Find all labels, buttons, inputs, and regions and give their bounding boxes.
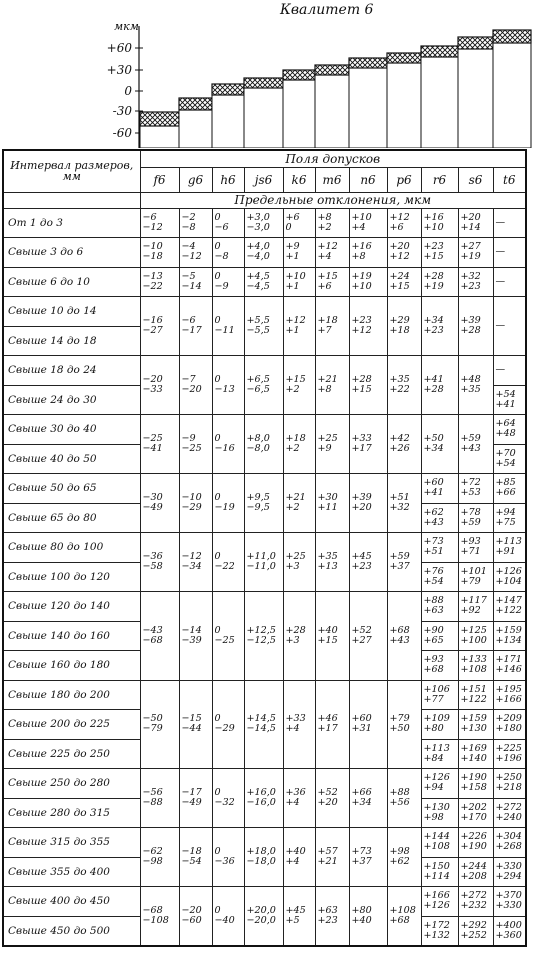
deviation-cell: −2 −8 (179, 208, 212, 238)
deviation-cell: +35 +22 (387, 356, 421, 415)
deviation-cell: +28 +15 (349, 356, 387, 415)
deviations-table (2, 149, 527, 947)
deviation-cell: +20,0 −20,0 (244, 887, 283, 946)
deviation-cell: +20 +14 (458, 208, 493, 238)
interval-cell: Свыше 80 до 100 (3, 533, 140, 563)
deviation-cell: +45 +23 (349, 533, 387, 592)
deviation-cell: +25 +3 (283, 533, 315, 592)
deviation-cell: +23 +12 (349, 297, 387, 356)
deviation-cell: −5 −14 (179, 267, 212, 297)
deviation-cell: +101 +79 (458, 562, 493, 592)
deviation-cell: −17 −49 (179, 769, 212, 828)
table-row (3, 208, 526, 238)
deviation-cell: +78 +59 (458, 503, 493, 533)
deviation-cell: −13 −22 (140, 267, 179, 297)
tolerance-zone-r6 (421, 46, 458, 57)
deviations-header: Предельные отклонения, мкм (140, 192, 526, 208)
deviation-cell: +80 +40 (349, 887, 387, 946)
field-header-js6: js6 (244, 167, 283, 192)
interval-cell: Свыше 280 до 315 (3, 798, 140, 828)
deviation-cell: +52 +27 (349, 592, 387, 681)
deviation-cell: +4,0 −4,0 (244, 238, 283, 268)
deviation-cell: +25 +9 (315, 415, 349, 474)
deviation-cell: +59 +37 (387, 533, 421, 592)
tolerance-zone-p6 (387, 53, 421, 63)
tolerance-zone-m6 (315, 65, 349, 75)
deviation-cell: 0 −11 (212, 297, 244, 356)
deviation-cell: +226 +190 (458, 828, 493, 858)
deviation-cell: +202 +170 (458, 798, 493, 828)
deviation-cell: — (493, 267, 526, 297)
deviation-cell: +36 +4 (283, 769, 315, 828)
deviation-cell: +85 +66 (493, 474, 526, 504)
interval-cell: Свыше 315 до 355 (3, 828, 140, 858)
deviation-cell: +159 +134 (493, 621, 526, 651)
tick-label: +30 (106, 63, 132, 77)
deviation-cell: +250 +218 (493, 769, 526, 799)
tolerance-zone-f6 (140, 112, 179, 126)
axis-ticks (107, 41, 143, 140)
interval-cell: Свыше 24 до 30 (3, 385, 140, 415)
deviation-cell: +27 +19 (458, 238, 493, 268)
deviation-cell: +94 +75 (493, 503, 526, 533)
deviation-cell: −30 −49 (140, 474, 179, 533)
deviation-cell: +34 +23 (421, 297, 458, 356)
interval-cell: Свыше 225 до 250 (3, 739, 140, 769)
field-header-p6: p6 (387, 167, 421, 192)
deviation-cell: +68 +43 (387, 592, 421, 681)
table-row (3, 474, 526, 504)
field-header-n6: n6 (349, 167, 387, 192)
deviation-cell: +330 +294 (493, 857, 526, 887)
deviation-cell: +42 +26 (387, 415, 421, 474)
deviation-cell: 0 −40 (212, 887, 244, 946)
deviation-cell: 0 −13 (212, 356, 244, 415)
deviation-cell: +5,5 −5,5 (244, 297, 283, 356)
deviation-cell: +73 +37 (349, 828, 387, 887)
field-bar-m6 (315, 65, 349, 148)
interval-cell: Свыше 6 до 10 (3, 267, 140, 297)
deviation-cell: 0 −29 (212, 680, 244, 769)
deviation-cell: +151 +122 (458, 680, 493, 710)
deviation-cell: +16,0 −16,0 (244, 769, 283, 828)
interval-cell: Свыше 120 до 140 (3, 592, 140, 622)
tolerance-zone-n6 (349, 58, 387, 68)
deviation-cell: +133 +108 (458, 651, 493, 681)
deviation-cell: +62 +43 (421, 503, 458, 533)
deviation-cell: +130 +98 (421, 798, 458, 828)
deviation-cell: +171 +146 (493, 651, 526, 681)
deviation-cell: +126 +104 (493, 562, 526, 592)
deviation-cell: +73 +51 (421, 533, 458, 563)
deviation-cell: +18 +7 (315, 297, 349, 356)
deviation-cell: +18,0 −18,0 (244, 828, 283, 887)
deviation-cell: +21 +2 (283, 474, 315, 533)
deviation-cell: +54 +41 (493, 385, 526, 415)
deviation-cell: +144 +108 (421, 828, 458, 858)
interval-cell: Свыше 10 до 14 (3, 297, 140, 327)
deviation-cell: +109 +80 (421, 710, 458, 740)
axis-unit: мкм (114, 20, 139, 33)
deviation-cell: −36 −58 (140, 533, 179, 592)
deviation-cell: +190 +158 (458, 769, 493, 799)
tick-label: +60 (106, 41, 132, 55)
page-title: Квалитет 6 (280, 2, 374, 18)
deviation-cell: 0 −9 (212, 267, 244, 297)
deviation-cell: +370 +330 (493, 887, 526, 917)
tolerance-field-diagram (0, 20, 541, 148)
interval-cell: Свыше 355 до 400 (3, 857, 140, 887)
interval-header: Интервал размеров, мм (3, 150, 140, 192)
table-row (3, 533, 526, 563)
deviation-cell: +272 +240 (493, 798, 526, 828)
deviation-cell: −6 −17 (179, 297, 212, 356)
deviation-cell: +40 +4 (283, 828, 315, 887)
deviation-cell: +272 +232 (458, 887, 493, 917)
deviation-cell: +72 +53 (458, 474, 493, 504)
deviation-cell: +14,5 −14,5 (244, 680, 283, 769)
deviation-cell: 0 −36 (212, 828, 244, 887)
deviation-cell: — (493, 297, 526, 356)
deviation-cell: +195 +166 (493, 680, 526, 710)
deviation-cell: — (493, 238, 526, 268)
table-row (3, 238, 526, 268)
deviation-cell: +46 +17 (315, 680, 349, 769)
deviation-cell: +88 +56 (387, 769, 421, 828)
interval-cell: Свыше 3 до 6 (3, 238, 140, 268)
fields-header: Поля допусков (140, 150, 526, 167)
deviation-cell: +113 +84 (421, 739, 458, 769)
deviation-cell: 0 −19 (212, 474, 244, 533)
deviation-cell: +108 +68 (387, 887, 421, 946)
interval-cell: Свыше 450 до 500 (3, 916, 140, 946)
table-row (3, 297, 526, 327)
deviation-cell: +172 +132 (421, 916, 458, 946)
deviation-cell: +225 +196 (493, 739, 526, 769)
deviation-cell: +6,5 −6,5 (244, 356, 283, 415)
deviation-cell: −10 −18 (140, 238, 179, 268)
deviation-cell: +57 +21 (315, 828, 349, 887)
field-header-g6: g6 (179, 167, 212, 192)
deviation-cell: +9 +1 (283, 238, 315, 268)
deviation-cell: +117 +92 (458, 592, 493, 622)
deviation-cell: −50 −79 (140, 680, 179, 769)
field-bar-s6 (458, 37, 493, 148)
deviation-cell: +15 +6 (315, 267, 349, 297)
table-row (3, 887, 526, 917)
deviation-cell: +63 +23 (315, 887, 349, 946)
deviation-cell: −10 −29 (179, 474, 212, 533)
deviation-cell: +209 +180 (493, 710, 526, 740)
interval-cell: Свыше 40 до 50 (3, 444, 140, 474)
deviation-cell: +76 +54 (421, 562, 458, 592)
deviation-cell: 0 −16 (212, 415, 244, 474)
deviation-cell: −20 −33 (140, 356, 179, 415)
deviation-cell: +4,5 −4,5 (244, 267, 283, 297)
field-header-t6: t6 (493, 167, 526, 192)
deviation-cell: −15 −44 (179, 680, 212, 769)
deviation-cell: +33 +4 (283, 680, 315, 769)
deviation-cell: +8 +2 (315, 208, 349, 238)
deviation-cell: +51 +32 (387, 474, 421, 533)
deviation-cell: 0 −32 (212, 769, 244, 828)
deviation-cell: −56 −88 (140, 769, 179, 828)
deviation-cell: −6 −12 (140, 208, 179, 238)
table-row (3, 592, 526, 622)
deviation-cell: −9 −25 (179, 415, 212, 474)
deviation-cell: +39 +28 (458, 297, 493, 356)
deviation-cell: +400 +360 (493, 916, 526, 946)
deviation-cell: +59 +43 (458, 415, 493, 474)
deviation-cell: 0 −8 (212, 238, 244, 268)
deviation-cell: +113 +91 (493, 533, 526, 563)
deviation-cell: +28 +3 (283, 592, 315, 681)
tolerance-zone-js6 (244, 78, 283, 88)
deviation-cell: +12 +1 (283, 297, 315, 356)
deviation-cell: +9,5 −9,5 (244, 474, 283, 533)
deviation-cell: +93 +68 (421, 651, 458, 681)
deviation-cell: −7 −20 (179, 356, 212, 415)
deviation-cell: +24 +15 (387, 267, 421, 297)
deviation-cell: −4 −12 (179, 238, 212, 268)
deviation-cell: +60 +31 (349, 680, 387, 769)
field-header-k6: k6 (283, 167, 315, 192)
tolerance-zone-k6 (283, 70, 315, 80)
deviation-cell: +29 +18 (387, 297, 421, 356)
deviation-cell: +48 +35 (458, 356, 493, 415)
table-row (3, 267, 526, 297)
deviation-cell: +21 +8 (315, 356, 349, 415)
deviation-cell: +6 0 (283, 208, 315, 238)
deviation-cell: +106 +77 (421, 680, 458, 710)
deviation-cell: −14 −39 (179, 592, 212, 681)
deviation-cell: +39 +20 (349, 474, 387, 533)
deviation-cell: +23 +15 (421, 238, 458, 268)
deviation-cell: +150 +114 (421, 857, 458, 887)
deviation-cell: −16 −27 (140, 297, 179, 356)
deviation-cell: +35 +13 (315, 533, 349, 592)
deviation-cell: +79 +50 (387, 680, 421, 769)
deviation-cell: +33 +17 (349, 415, 387, 474)
field-bar-t6 (493, 30, 531, 148)
tick-label: -60 (112, 126, 132, 140)
deviation-cell: +98 +62 (387, 828, 421, 887)
deviation-cell: +8,0 −8,0 (244, 415, 283, 474)
deviation-cell: +15 +2 (283, 356, 315, 415)
deviation-cell: +90 +65 (421, 621, 458, 651)
deviation-cell: +147 +122 (493, 592, 526, 622)
deviation-cell: +30 +11 (315, 474, 349, 533)
field-bar-n6 (349, 58, 387, 148)
deviation-cell: +32 +23 (458, 267, 493, 297)
deviation-cell: +169 +140 (458, 739, 493, 769)
field-header-r6: r6 (421, 167, 458, 192)
deviation-cell: +70 +54 (493, 444, 526, 474)
deviation-cell: +166 +126 (421, 887, 458, 917)
field-header-f6: f6 (140, 167, 179, 192)
interval-cell: Свыше 30 до 40 (3, 415, 140, 445)
deviation-cell: +304 +268 (493, 828, 526, 858)
deviation-cell: +126 +94 (421, 769, 458, 799)
interval-cell: Свыше 140 до 160 (3, 621, 140, 651)
deviation-cell: — (493, 208, 526, 238)
table-row (3, 769, 526, 799)
deviation-cell: 0 −25 (212, 592, 244, 681)
table-row (3, 828, 526, 858)
deviation-cell: −20 −60 (179, 887, 212, 946)
interval-cell: Свыше 160 до 180 (3, 651, 140, 681)
tick-label: -30 (112, 104, 132, 118)
field-header-m6: m6 (315, 167, 349, 192)
deviation-cell: +45 +5 (283, 887, 315, 946)
interval-cell: Свыше 400 до 450 (3, 887, 140, 917)
deviation-cell: +16 +10 (421, 208, 458, 238)
table-row (3, 680, 526, 710)
deviation-cell: +16 +8 (349, 238, 387, 268)
field-header-s6: s6 (458, 167, 493, 192)
tolerance-bars (140, 30, 531, 148)
deviation-cell: +50 +34 (421, 415, 458, 474)
tolerance-zone-s6 (458, 37, 493, 49)
interval-cell: Свыше 14 до 18 (3, 326, 140, 356)
deviation-cell: −68 −108 (140, 887, 179, 946)
tolerance-zone-t6 (493, 30, 531, 43)
tolerance-zone-h6 (212, 84, 244, 95)
deviation-cell: +12,5 −12,5 (244, 592, 283, 681)
interval-cell: Свыше 100 до 120 (3, 562, 140, 592)
deviation-cell: +10 +1 (283, 267, 315, 297)
deviation-cell: +292 +252 (458, 916, 493, 946)
deviation-cell: +12 +4 (315, 238, 349, 268)
deviation-cell: +18 +2 (283, 415, 315, 474)
deviation-cell: +88 +63 (421, 592, 458, 622)
deviation-cell: +19 +10 (349, 267, 387, 297)
field-bar-k6 (283, 70, 315, 148)
deviation-cell: +12 +6 (387, 208, 421, 238)
interval-cell: Свыше 65 до 80 (3, 503, 140, 533)
interval-cell: Свыше 50 до 65 (3, 474, 140, 504)
deviation-cell: +60 +41 (421, 474, 458, 504)
deviation-cell: +244 +208 (458, 857, 493, 887)
deviation-cell: −18 −54 (179, 828, 212, 887)
deviation-cell: −25 −41 (140, 415, 179, 474)
deviation-cell: +64 +48 (493, 415, 526, 445)
deviation-cell: +28 +19 (421, 267, 458, 297)
tick-label: 0 (124, 84, 132, 98)
deviation-cell: +93 +71 (458, 533, 493, 563)
deviation-cell: +41 +28 (421, 356, 458, 415)
deviation-cell: +125 +100 (458, 621, 493, 651)
field-bar-p6 (387, 53, 421, 148)
interval-cell: Свыше 200 до 225 (3, 710, 140, 740)
interval-cell: Свыше 180 до 200 (3, 680, 140, 710)
deviation-cell: +52 +20 (315, 769, 349, 828)
interval-cell: От 1 до 3 (3, 208, 140, 238)
deviation-cell: −12 −34 (179, 533, 212, 592)
deviation-cell: 0 −6 (212, 208, 244, 238)
deviation-cell: +10 +4 (349, 208, 387, 238)
deviation-cell: +3,0 −3,0 (244, 208, 283, 238)
deviation-cell: +20 +12 (387, 238, 421, 268)
deviation-cell: +66 +34 (349, 769, 387, 828)
interval-cell: Свыше 18 до 24 (3, 356, 140, 386)
deviation-cell: −62 −98 (140, 828, 179, 887)
deviation-cell: −43 −68 (140, 592, 179, 681)
table-row (3, 356, 526, 386)
deviation-cell: +40 +15 (315, 592, 349, 681)
interval-cell: Свыше 250 до 280 (3, 769, 140, 799)
deviation-cell: 0 −22 (212, 533, 244, 592)
deviation-cell: — (493, 356, 526, 386)
field-header-h6: h6 (212, 167, 244, 192)
table-row (3, 415, 526, 445)
deviation-cell: +11,0 −11,0 (244, 533, 283, 592)
tolerance-zone-g6 (179, 98, 212, 110)
deviation-cell: +159 +130 (458, 710, 493, 740)
field-bar-r6 (421, 46, 458, 148)
